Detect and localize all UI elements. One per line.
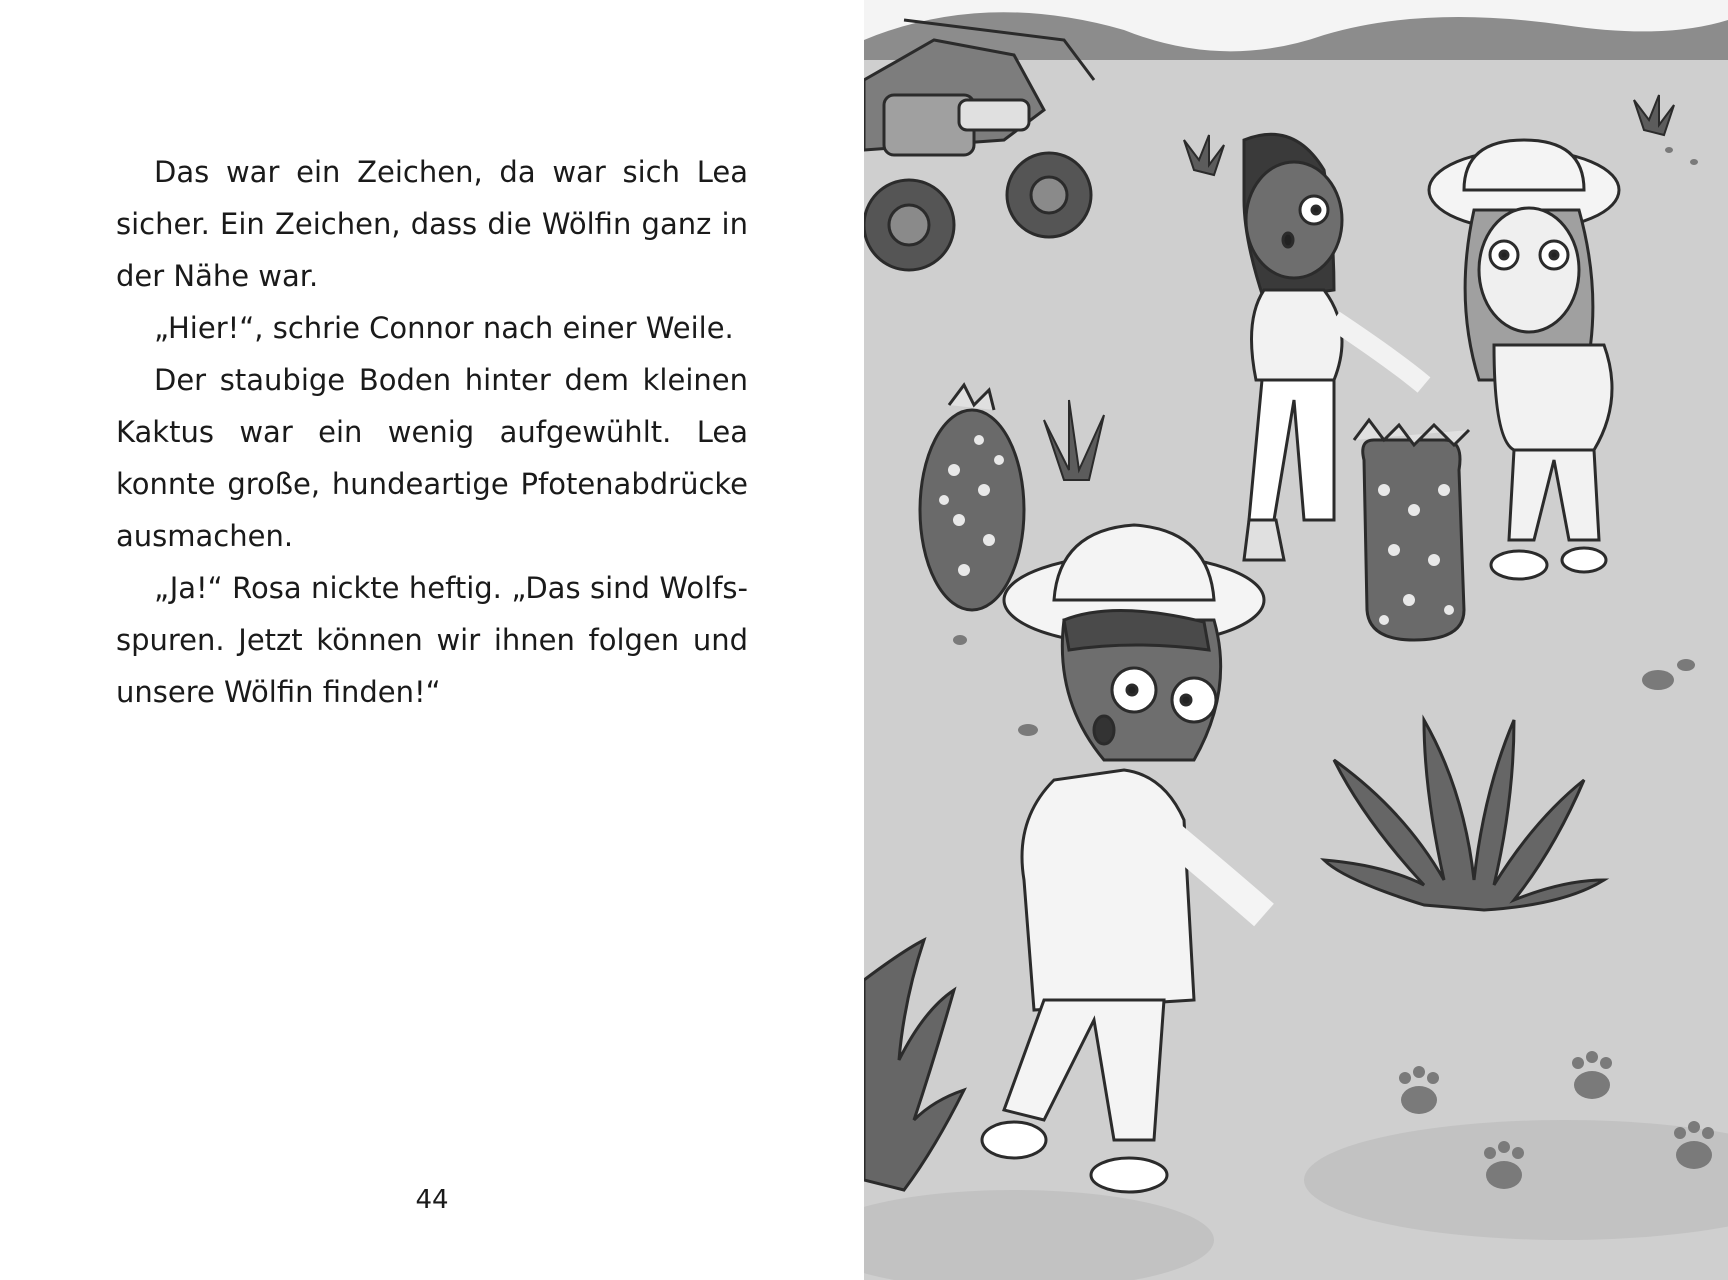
paragraph: Das war ein Zeichen, da war sich Lea sicher. Ein Zeichen, dass die Wölfin ganz in der Nähe war. — [116, 155, 748, 293]
page-number: 44 — [415, 1185, 449, 1215]
paragraph: Der staubige Boden hinter dem kleinen Kaktus war ein wenig aufgewühlt. Lea konnte große, hundeartige Pfotenabdrücke ausmachen. — [116, 363, 748, 553]
story-text — [116, 146, 748, 718]
page-number-container — [0, 1180, 864, 1220]
cactus-middle — [1354, 420, 1469, 640]
illustration — [864, 0, 1728, 1280]
desert-scene — [864, 0, 1728, 1280]
paragraph: „Ja!“ Rosa nickte heftig. „Das sind Wolfsspuren. Jetzt können wir ihnen folgen und unsere Wölfin finden!“ — [116, 571, 748, 709]
paragraph: „Hier!“, schrie Connor nach einer Weile. — [154, 311, 734, 345]
